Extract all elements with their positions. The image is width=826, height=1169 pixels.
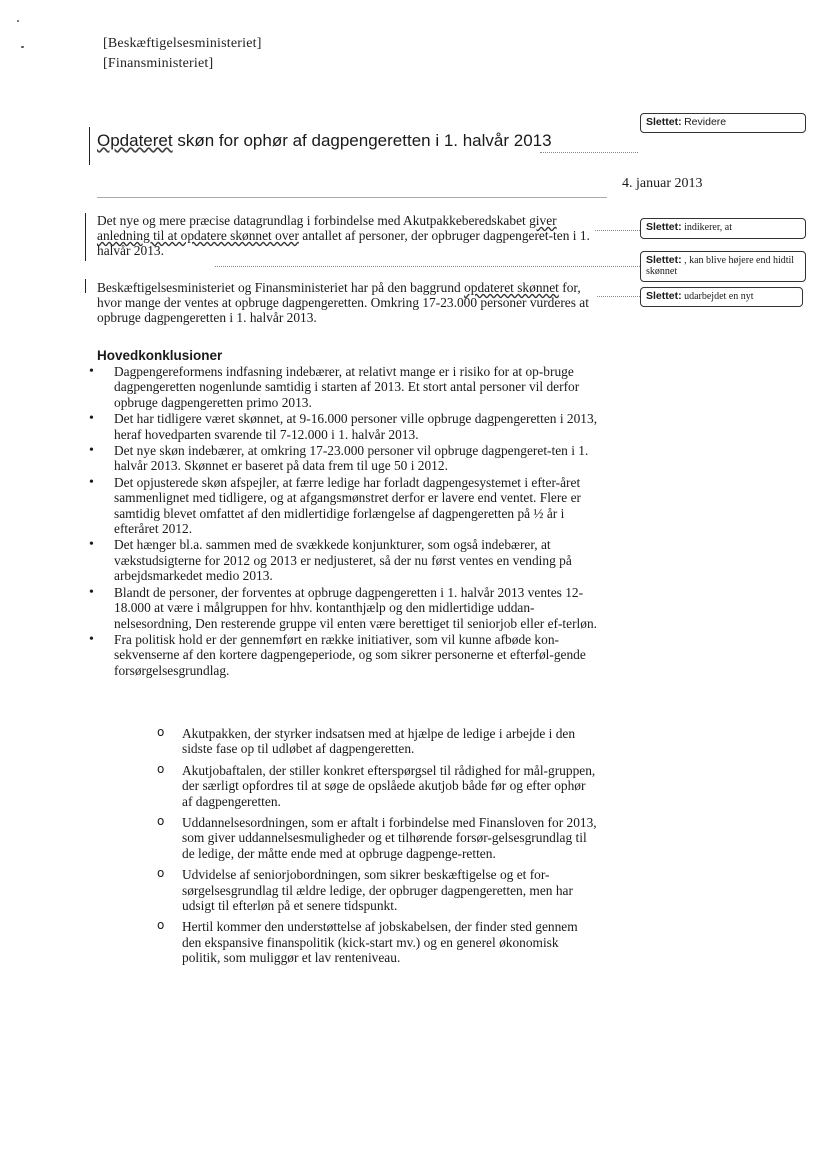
sub-list-item: o Uddannelsesordningen, som er aftalt i forbindelse med Finansloven for 2013, som giver uddannelsesmuligheder og et tilhørende forsør-gelsesgrundlag til de ledige, der måtte ende med at opbruge dagpenge-retten. xyxy=(157,815,597,861)
para1-text: antallet af personer, der opbruger dagpengeret-ten i 1. halvår 2013 xyxy=(97,228,590,258)
intro-paragraph-1 xyxy=(97,213,607,258)
change-bar xyxy=(89,127,90,165)
para2-inserted-text: opdateret skønnet xyxy=(464,280,559,295)
scan-speck xyxy=(17,20,19,22)
sub-list-item: o Udvidelse af seniorjobordningen, som sikrer beskæftigelse og et for-sørgelsesgrundlag til ældre ledige, der opbruger dagpengeretten, men har udsigt til efterløn på et senere tidspunkt. xyxy=(157,867,597,913)
deletion-comment[interactable] xyxy=(640,251,806,282)
comment-label: Slettet: xyxy=(646,221,682,233)
change-bar xyxy=(85,213,86,261)
page-title xyxy=(97,131,552,151)
list-item: • Det har tidligere været skønnet, at 9-16.000 personer ville opbruge dagpengeretten i 2013, heraf hovedparten svarende til 7-12.000 i 1. halvår 2013. xyxy=(87,411,607,442)
scan-speck xyxy=(21,46,24,48)
title-text: skøn for ophør af dagpengeretten i 1. halvår 2013 xyxy=(172,131,552,150)
para2-text: for, hvor mange der ventes at opbruge dagpengeretten. Omkring 17-23.000 personer vurderes at opbruge dagpengeretten i 1. halvår 2013. xyxy=(97,280,589,325)
comment-text: , kan blive højere end hidtil skønnet xyxy=(646,255,795,277)
comment-text: indikerer, at xyxy=(684,222,733,233)
title-separator xyxy=(97,197,607,198)
deletion-comment[interactable] xyxy=(640,218,806,239)
para1-text: Det nye og mere præcise datagrundlag i forbindelse med Akutpakkeberedskabet xyxy=(97,213,530,228)
title-underlined-word: Opdateret xyxy=(97,131,173,150)
comment-connector xyxy=(540,152,638,153)
intro-paragraph-2 xyxy=(97,280,607,325)
list-item: • Fra politisk hold er der gennemført en række initiativer, som vil kunne afbøde kon-sekvenserne af den kortere dagpengeperiode, og som sikrer personerne et efterføl-gende forsørgelsesgrundlag. xyxy=(87,632,607,678)
sender-ministry-1: [Beskæftigelsesministeriet] xyxy=(103,36,262,51)
para1-text: . xyxy=(160,243,164,258)
comment-text: udarbejdet en nyt xyxy=(684,291,754,302)
sub-list-item: o Akutpakken, der styrker indsatsen med at hjælpe de ledige i arbejde i den sidste fase op til udløbet af dagpengeretten. xyxy=(157,726,597,757)
list-item: • Det nye skøn indebærer, at omkring 17-23.000 personer vil opbruge dagpengeret-ten i 1. halvår 2013. Skønnet er baseret på data frem til uge 50 i 2012. xyxy=(87,443,607,474)
para2-text: Beskæftigelsesministeriet og Finansministeriet har på den baggrund xyxy=(97,280,465,295)
para1-inserted-text: giver anledning til at opdatere skønnet over xyxy=(97,213,557,243)
sub-list-item: o Akutjobaftalen, der stiller konkret efterspørgsel til rådighed for mål-gruppen, der særligt opfordres til at søge de opslåede akutjob både før og efter ophør af dagpengeretten. xyxy=(157,763,597,809)
deletion-comment[interactable] xyxy=(640,287,803,307)
comment-label: Slettet: xyxy=(646,254,682,266)
initiatives-sublist xyxy=(157,726,597,972)
comment-text: Revidere xyxy=(684,116,727,128)
document-date: 4. januar 2013 xyxy=(622,176,703,191)
sender-ministry-2: [Finansministeriet] xyxy=(103,56,214,71)
list-item: • Det opjusterede skøn afspejler, at færre ledige har forladt dagpengesystemet i efter-året sammenlignet med tidligere, og at afgangsmønstret derfor er lavere end ventet. Flere er samtidig blevet omfattet af den midlertidige forlængelse af dagpengeretten på ½ år i efteråret 2012. xyxy=(87,475,607,537)
list-item: • Det hænger bl.a. sammen med de svækkede konjunkturer, som også indebærer, at vækstudsigterne for 2012 og 2013 er nedjusteret, så der nu først ventes en vending på arbejdsmarkedet medio 2013. xyxy=(87,537,607,583)
comment-connector xyxy=(597,296,640,297)
change-bar xyxy=(85,279,86,293)
comment-connector xyxy=(215,266,640,267)
list-item: • Blandt de personer, der forventes at opbruge dagpengeretten i 1. halvår 2013 ventes 12-18.000 at være i målgruppen for hhv. kontanthjælp og den midlertidige uddan-nelsesordning, Den resterende gruppe vil enten være berettiget til seniorjob eller ef-terløn. xyxy=(87,585,607,631)
list-item: • Dagpengereformens indfasning indebærer, at relativt mange er i risiko for at op-bruge dagpengeretten nogenlunde samtidig i starten af 2013. Et stort antal personer vil derfor opbruge dagpengeretten primo 2013. xyxy=(87,364,607,410)
section-heading: Hovedkonklusioner xyxy=(97,348,223,363)
comment-label: Slettet: xyxy=(646,116,682,128)
comment-connector xyxy=(595,230,640,231)
conclusions-list xyxy=(87,364,607,679)
sub-list-item: o Hertil kommer den understøttelse af jobskabelsen, der finder sted gennem den ekspansive finanspolitik (kick-start mv.) og en generel økonomisk politik, som muliggør et lav renteniveau. xyxy=(157,919,597,965)
deletion-comment[interactable] xyxy=(640,113,806,133)
comment-label: Slettet: xyxy=(646,290,682,302)
